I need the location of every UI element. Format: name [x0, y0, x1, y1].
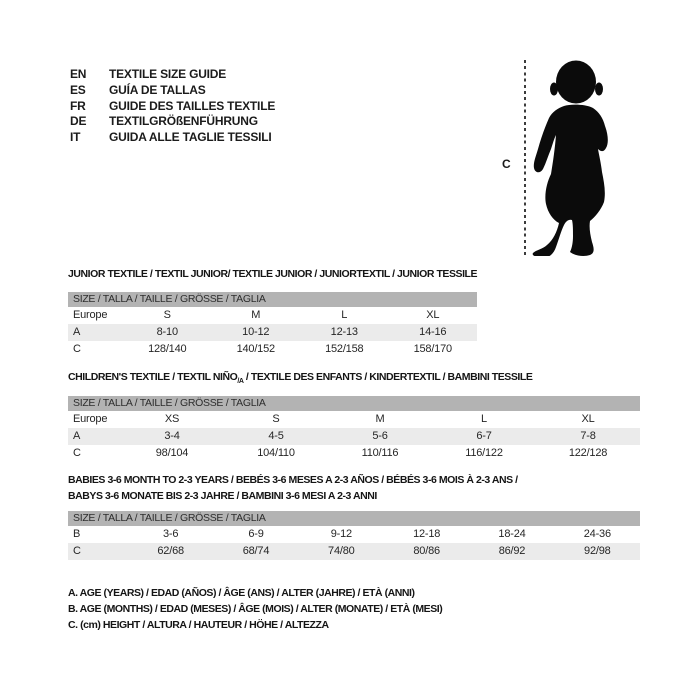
language-code: DE — [70, 114, 87, 129]
language-label: GUIDE DES TAILLES TEXTILE — [109, 98, 276, 113]
size-cell: 14-16 — [419, 326, 447, 338]
size-cell: 4-5 — [268, 430, 284, 442]
size-cell: 6-9 — [248, 528, 264, 540]
junior-row-height — [68, 341, 477, 358]
row-label: A — [73, 326, 81, 338]
row-label: C — [73, 343, 81, 355]
junior-table-title: JUNIOR TEXTILE / TEXTIL JUNIOR/ TEXTILE JUNIOR / JUNIORTEXTIL / JUNIOR TESSILE — [68, 268, 478, 280]
children-row-height — [68, 445, 640, 462]
children-size-header: SIZE / TALLA / TAILLE / GRÖSSE / TAGLIA — [68, 396, 640, 411]
language-row — [70, 67, 275, 83]
babies-row-months — [68, 526, 640, 543]
size-cell: S — [272, 413, 280, 425]
language-code: IT — [70, 130, 81, 145]
language-label: GUIDA ALLE TAGLIE TESSILI — [109, 130, 272, 145]
language-list — [70, 67, 275, 146]
row-label: B — [73, 528, 81, 540]
size-cell: 6-7 — [476, 430, 492, 442]
children-row-europe — [68, 411, 640, 428]
size-cell: L — [481, 413, 487, 425]
size-cell: 74/80 — [328, 545, 355, 557]
size-cell: 12-18 — [413, 528, 441, 540]
size-cell: L — [341, 309, 348, 321]
size-cell: 110/116 — [361, 447, 399, 459]
size-cell: S — [163, 309, 171, 321]
footnote-list — [68, 585, 442, 634]
language-label: TEXTILE SIZE GUIDE — [109, 67, 227, 81]
junior-size-header: SIZE / TALLA / TAILLE / GRÖSSE / TAGLIA — [68, 292, 477, 307]
size-cell: 140/152 — [236, 343, 275, 355]
size-cell: 12-13 — [330, 326, 358, 338]
children-title-suffix: / TEXTILE DES ENFANTS / KINDERTEXTIL / BAMBINI TESSILE — [243, 371, 533, 383]
babies-row-height — [68, 543, 640, 560]
row-label: Europe — [73, 309, 108, 321]
size-cell: 24-36 — [583, 528, 611, 540]
size-cell: 98/104 — [155, 447, 189, 459]
height-measure-label: C — [502, 157, 511, 171]
size-cell: 92/98 — [584, 545, 611, 557]
babies-table-title — [68, 472, 518, 504]
size-cell: 9-12 — [330, 528, 352, 540]
footnote-c: C. (cm) HEIGHT / ALTURA / HAUTEUR / HÖHE / ALTEZZA — [68, 619, 329, 632]
junior-table — [68, 292, 477, 358]
size-cell: M — [375, 413, 385, 425]
language-row — [70, 114, 275, 130]
size-cell: XS — [164, 413, 180, 425]
footnote-b: B. AGE (MONTHS) / EDAD (MESES) / ÂGE (MOIS) / ALTER (MONATE) / ETÀ (MESI) — [68, 603, 443, 616]
size-cell: 7-8 — [580, 430, 596, 442]
size-cell: 68/74 — [242, 545, 270, 557]
language-label: TEXTILGRÖßENFÜHRUNG — [109, 114, 258, 129]
row-label: A — [73, 430, 81, 442]
children-table — [68, 396, 640, 462]
size-cell: 80/86 — [413, 545, 440, 557]
language-label: GUÍA DE TALLAS — [109, 82, 206, 97]
language-code: ES — [70, 82, 86, 97]
size-cell: 152/158 — [325, 343, 364, 355]
children-row-age — [68, 428, 640, 445]
language-code: FR — [70, 98, 86, 113]
language-row — [70, 83, 275, 99]
junior-row-europe — [68, 307, 477, 324]
size-cell: 104/110 — [257, 447, 295, 459]
size-cell: 3-4 — [164, 430, 180, 442]
babies-title-line2: BABYS 3-6 MONATE BIS 2-3 JAHRE / BAMBINI 3-6 MESI A 2-3 ANNI — [68, 490, 377, 502]
row-label: C — [73, 447, 81, 459]
size-cell: 128/140 — [148, 343, 187, 355]
size-cell: 122/128 — [568, 447, 608, 459]
language-code: EN — [70, 67, 87, 81]
size-cell: XL — [581, 413, 595, 425]
language-row — [70, 130, 275, 146]
size-cell: 86/92 — [498, 545, 526, 557]
size-cell: 5-6 — [372, 430, 388, 442]
size-cell: 116/122 — [465, 447, 503, 459]
size-cell: 10-12 — [242, 326, 270, 338]
babies-size-header: SIZE / TALLA / TAILLE / GRÖSSE / TAGLIA — [68, 511, 640, 526]
size-cell: 18-24 — [498, 528, 526, 540]
row-label: C — [73, 545, 81, 557]
children-table-title — [68, 369, 532, 390]
babies-title-line1: BABIES 3-6 MONTH TO 2-3 YEARS / BEBÉS 3-6 MESES A 2-3 AÑOS / BÉBÉS 3-6 MOIS À 2-3 ANS / — [68, 474, 518, 486]
size-cell: M — [251, 309, 261, 321]
junior-row-age — [68, 324, 477, 341]
babies-table — [68, 511, 640, 560]
size-cell: XL — [426, 309, 440, 321]
footnote-a: A. AGE (YEARS) / EDAD (AÑOS) / ÂGE (ANS) / ALTER (JAHRE) / ETÀ (ANNI) — [68, 587, 415, 599]
baby-silhouette-icon — [531, 60, 626, 256]
height-dashed-line — [524, 60, 526, 258]
row-label: Europe — [73, 413, 108, 425]
size-cell: 158/170 — [413, 343, 452, 355]
children-title-sub: /A — [237, 378, 244, 386]
size-cell: 8-10 — [156, 326, 178, 338]
children-title-prefix: CHILDREN'S TEXTILE / TEXTIL NIÑO — [68, 371, 238, 383]
language-row — [70, 99, 275, 115]
size-cell: 62/68 — [157, 545, 184, 557]
size-cell: 3-6 — [163, 528, 179, 540]
